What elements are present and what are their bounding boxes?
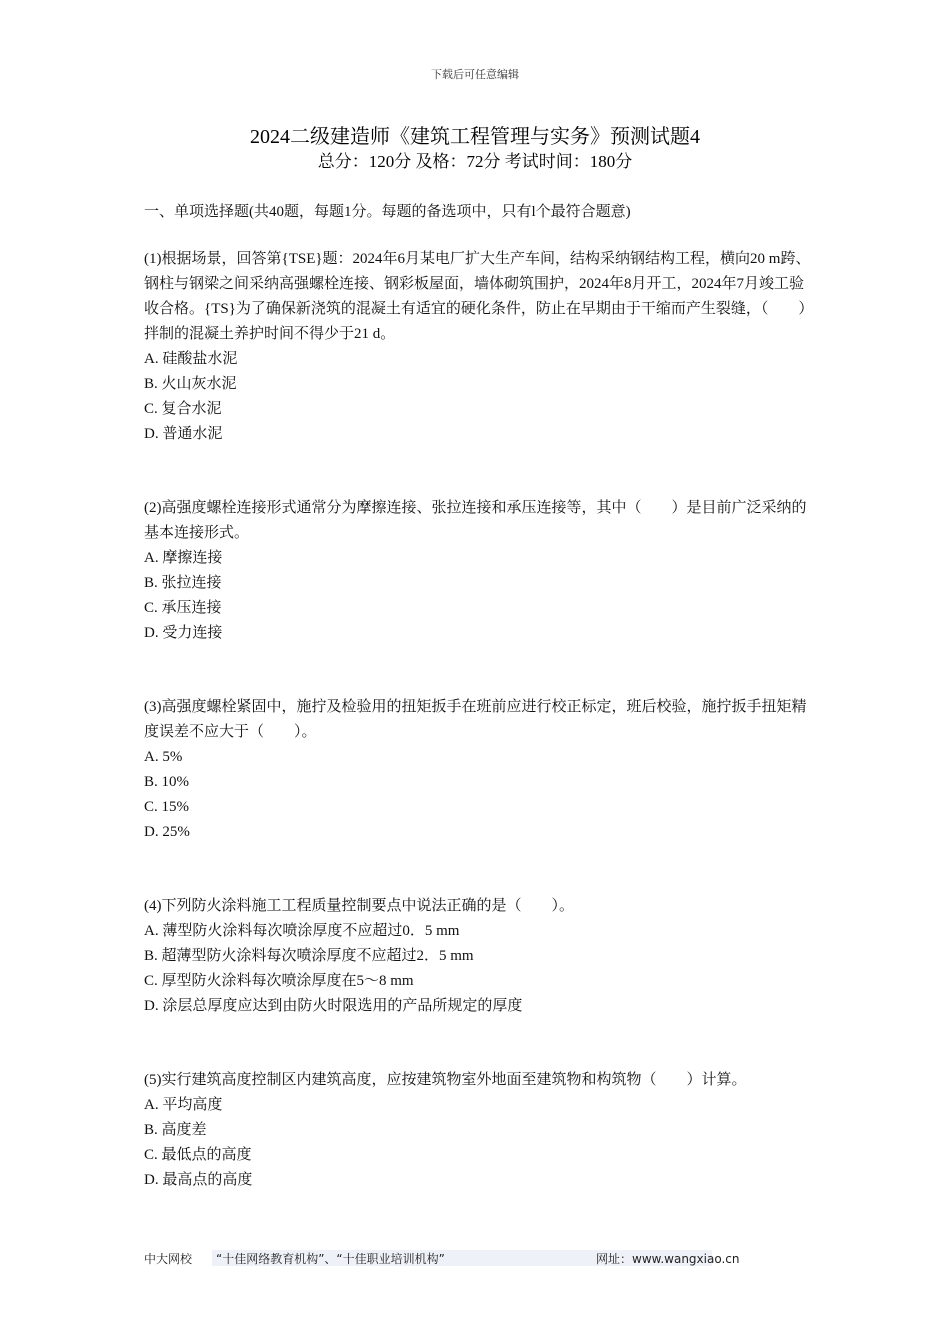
option-c: C. 最低点的高度 <box>144 1147 252 1163</box>
title-block <box>0 124 950 174</box>
option-list <box>144 919 814 1019</box>
option-a: A. 薄型防火涂料每次喷涂厚度不应超过0．5 mm <box>144 923 460 939</box>
page-title: 2024二级建造师《建筑工程管理与实务》预测试题4 <box>250 126 700 148</box>
question-text: (4)下列防火涂料施工工程质量控制要点中说法正确的是（ ）。 <box>144 898 574 914</box>
question-2 <box>144 496 814 646</box>
header-note: 下载后可任意编辑 <box>431 69 519 81</box>
footer-brand: 中大网校 <box>144 1252 193 1266</box>
option-b: B. 张拉连接 <box>144 575 222 591</box>
option-b: B. 高度差 <box>144 1122 207 1138</box>
option-d: D. 普通水泥 <box>144 426 223 442</box>
question-3 <box>144 695 814 845</box>
exam-info: 总分：120分 及格：72分 考试时间：180分 <box>317 152 633 171</box>
option-a: A. 摩擦连接 <box>144 550 223 566</box>
option-c: C. 15% <box>144 799 189 815</box>
question-1 <box>144 247 814 447</box>
option-d: D. 涂层总厚度应达到由防火时限选用的产品所规定的厚度 <box>144 998 523 1014</box>
option-a: A. 5% <box>144 749 183 765</box>
option-d: D. 25% <box>144 824 190 840</box>
option-list <box>144 1093 814 1193</box>
option-list <box>144 745 814 845</box>
spacer <box>144 845 814 894</box>
option-list <box>144 347 814 447</box>
page-footer <box>144 1250 764 1270</box>
option-c: C. 复合水泥 <box>144 401 222 417</box>
option-b: B. 10% <box>144 774 189 790</box>
footer-website-link[interactable]: 网址：www.wangxiao.cn <box>596 1252 740 1266</box>
option-a: A. 平均高度 <box>144 1097 223 1113</box>
option-d: D. 最高点的高度 <box>144 1172 253 1188</box>
option-b: B. 火山灰水泥 <box>144 376 237 392</box>
question-text: (1)根据场景，回答第{TSE}题：2024年6月某电厂扩大生产车间，结构采纳钢结构工程，横向20 m跨、钢柱与钢梁之间采纳高强螺栓连接、钢彩板屋面，墙体砌筑围护，2024年8月开工，2024年7月竣工验收合格。{TS}为了确保新浇筑的混凝土有适宜的硬化条件，防止在早期由于干缩而产生裂缝，（ ）拌制的混凝土养护时间不得少于21 d。 <box>144 251 814 342</box>
spacer <box>144 1019 814 1068</box>
spacer <box>144 646 814 695</box>
question-5 <box>144 1068 814 1193</box>
question-4 <box>144 894 814 1019</box>
option-d: D. 受力连接 <box>144 625 223 641</box>
section-title: 一、单项选择题(共40题，每题1分。每题的备选项中，只有l个最符合题意) <box>144 204 631 220</box>
option-list <box>144 546 814 646</box>
question-text: (2)高强度螺栓连接形式通常分为摩擦连接、张拉连接和承压连接等，其中（ ）是目前广泛采纳的基本连接形式。 <box>144 500 807 541</box>
option-a: A. 硅酸盐水泥 <box>144 351 238 367</box>
spacer <box>144 447 814 496</box>
document-body <box>144 200 814 1193</box>
option-c: C. 厚型防火涂料每次喷涂厚度在5～8 mm <box>144 973 414 989</box>
footer-slogan-text: “十佳网络教育机构”、“十佳职业培训机构” <box>216 1252 445 1266</box>
option-c: C. 承压连接 <box>144 600 222 616</box>
question-text: (5)实行建筑高度控制区内建筑高度，应按建筑物室外地面至建筑物和构筑物（ ）计算。 <box>144 1072 747 1088</box>
question-text: (3)高强度螺栓紧固中，施拧及检验用的扭矩扳手在班前应进行校正标定，班后校验，施拧扳手扭矩精度误差不应大于（ ）。 <box>144 699 807 740</box>
option-b: B. 超薄型防火涂料每次喷涂厚度不应超过2．5 mm <box>144 948 474 964</box>
